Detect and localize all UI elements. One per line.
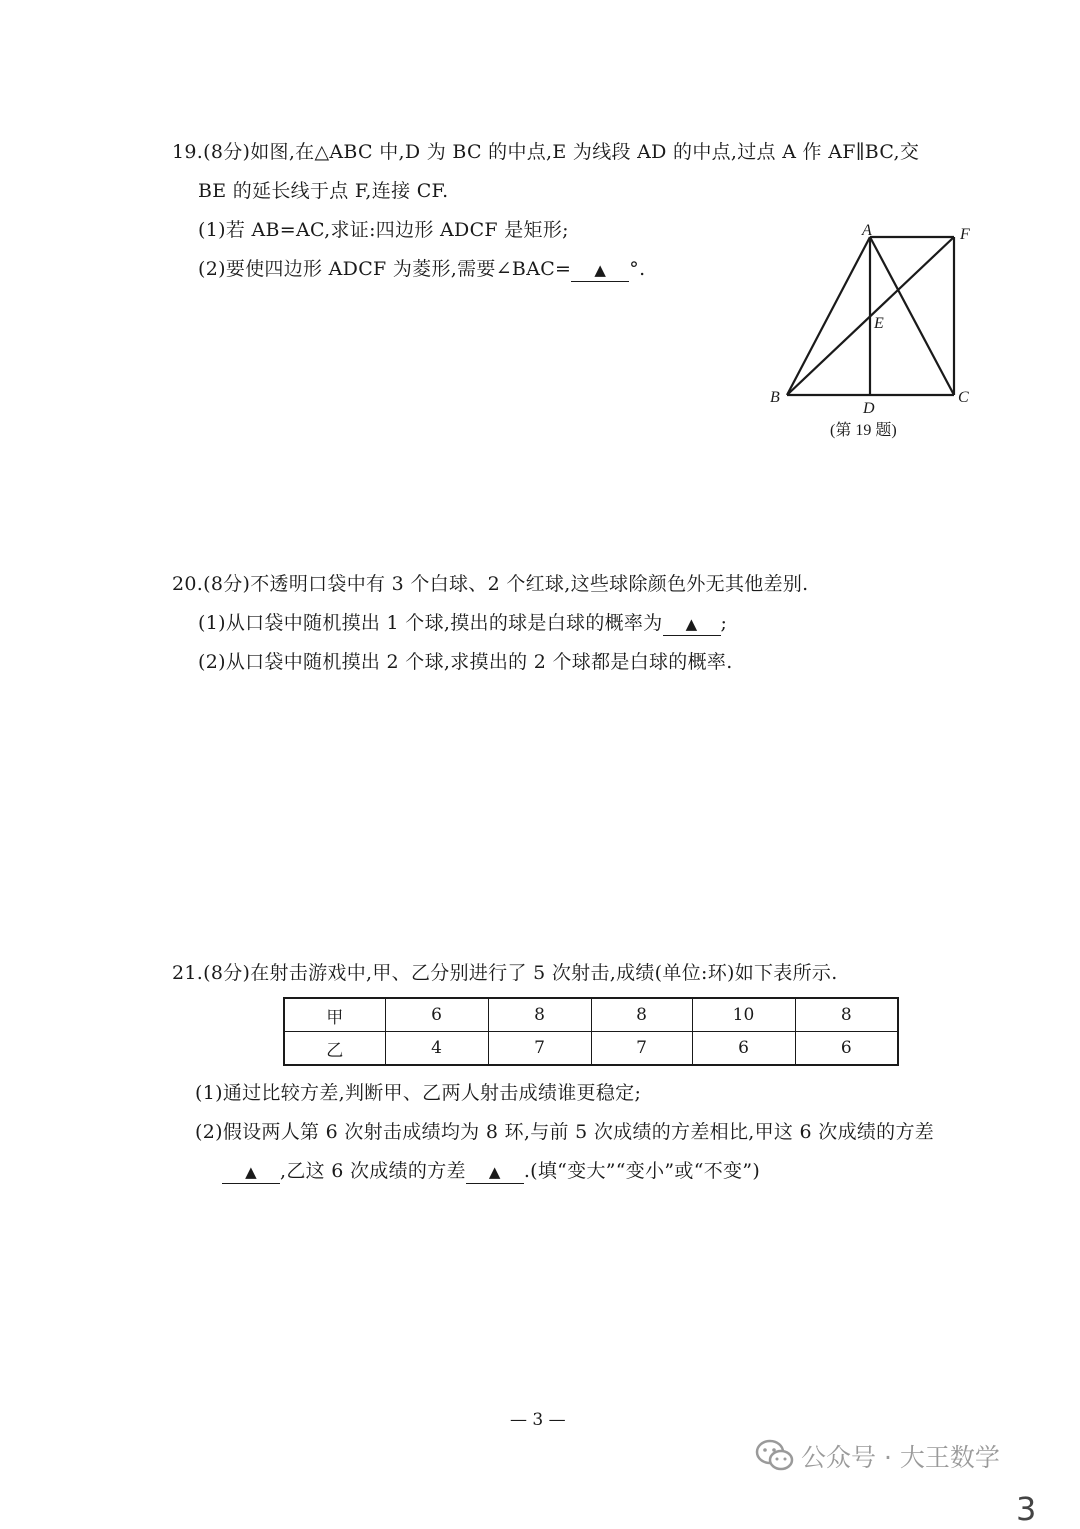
table-cell: 6 xyxy=(385,998,488,1032)
label-d: D xyxy=(863,400,875,417)
q19-stem-line1: 19.(8分)如图,在△ABC 中,D 为 BC 的中点,E 为线段 AD 的中点,过点 A 作 AF∥BC,交 xyxy=(172,141,920,163)
table-cell: 8 xyxy=(488,998,591,1032)
q19-part2 xyxy=(198,254,645,282)
q19-part2-text: (2)要使四边形 ADCF 为菱形,需要∠BAC= xyxy=(198,258,572,280)
q19-stem-line2: BE 的延长线于点 F,连接 CF. xyxy=(198,180,449,202)
answer-triangle-icon: ▲ xyxy=(245,1163,257,1181)
q20-stem: 20.(8分)不透明口袋中有 3 个白球、2 个红球,这些球除颜色外无其他差别. xyxy=(172,573,809,595)
figure-caption: (第 19 题) xyxy=(830,422,897,439)
q21-part2-end: .(填“变大”“变小”或“不变”) xyxy=(523,1160,761,1182)
q21-answer-blank-2 xyxy=(466,1160,524,1184)
segment-ab xyxy=(787,237,870,395)
q21-stem: 21.(8分)在射击游戏中,甲、乙分别进行了 5 次射击,成绩(单位:环)如下表所示. xyxy=(172,962,838,984)
q20-part2: (2)从口袋中随机摸出 2 个球,求摸出的 2 个球都是白球的概率. xyxy=(198,651,733,673)
label-c: C xyxy=(958,389,969,406)
q21-answer-blank-1 xyxy=(222,1160,280,1184)
q20-part1-text: (1)从口袋中随机摸出 1 个球,摸出的球是白球的概率为 xyxy=(198,612,663,634)
q19-part1: (1)若 AB=AC,求证:四边形 ADCF 是矩形; xyxy=(198,219,569,241)
q21-part2-mid: ,乙这 6 次成绩的方差 xyxy=(280,1160,466,1182)
q21-score-table xyxy=(283,997,899,1066)
table-cell: 10 xyxy=(692,998,795,1032)
wechat-icon xyxy=(755,1438,795,1474)
q19-geometry-figure xyxy=(760,215,990,455)
table-cell: 7 xyxy=(488,1032,591,1066)
table-cell: 8 xyxy=(795,998,898,1032)
table-cell: 8 xyxy=(591,998,692,1032)
label-b: B xyxy=(770,389,780,406)
answer-triangle-icon: ▲ xyxy=(685,615,698,633)
table-row xyxy=(284,1032,898,1066)
table-row-header: 甲 xyxy=(284,998,385,1032)
q19-answer-blank xyxy=(571,258,629,282)
answer-triangle-icon: ▲ xyxy=(488,1163,501,1181)
watermark-text: 公众号 · 大王数学 xyxy=(801,1443,1000,1472)
table-cell: 7 xyxy=(591,1032,692,1066)
q21-part2-line2 xyxy=(222,1156,760,1184)
q20-part1-suffix: ; xyxy=(720,612,728,634)
label-a: A xyxy=(862,222,872,239)
label-e: E xyxy=(874,315,884,332)
answer-triangle-icon: ▲ xyxy=(594,261,607,279)
table-cell: 6 xyxy=(692,1032,795,1066)
watermark xyxy=(755,1438,1000,1474)
label-f: F xyxy=(960,226,970,243)
corner-page-number: 3 xyxy=(1016,1490,1037,1528)
table-cell: 4 xyxy=(385,1032,488,1066)
table-row-header: 乙 xyxy=(284,1032,385,1066)
page-number: — 3 — xyxy=(510,1410,566,1430)
q21-part1: (1)通过比较方差,判断甲、乙两人射击成绩谁更稳定; xyxy=(195,1082,642,1104)
q20-answer-blank xyxy=(663,612,721,636)
q19-part2-suffix: °. xyxy=(629,258,646,280)
q21-part2-line1: (2)假设两人第 6 次射击成绩均为 8 环,与前 5 次成绩的方差相比,甲这 6 次成绩的方差 xyxy=(195,1121,935,1143)
table-row xyxy=(284,998,898,1032)
table-cell: 6 xyxy=(795,1032,898,1066)
q20-part1 xyxy=(198,608,727,636)
